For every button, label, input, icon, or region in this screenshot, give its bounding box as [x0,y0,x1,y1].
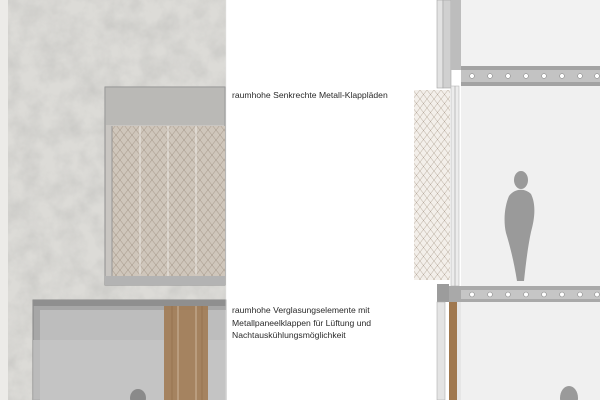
shutter-window-upper [105,87,225,285]
facade-section [414,0,600,400]
glazing-element-lower [33,300,226,400]
annotation-shutters-line-1: raumhohe Senkrechte Metall-Klappläden [232,90,388,100]
annotation-glazing-line-2: Metallpaneelklappen für Lüftung und [232,317,372,328]
annotation-shutters [232,89,388,102]
annotation-glazing-line-1: raumhohe Verglasungselemente mit [232,305,370,315]
annotation-glazing [232,304,371,342]
annotation-glazing-line-3: Nachtauskühlungsmöglichkeit [232,330,346,341]
